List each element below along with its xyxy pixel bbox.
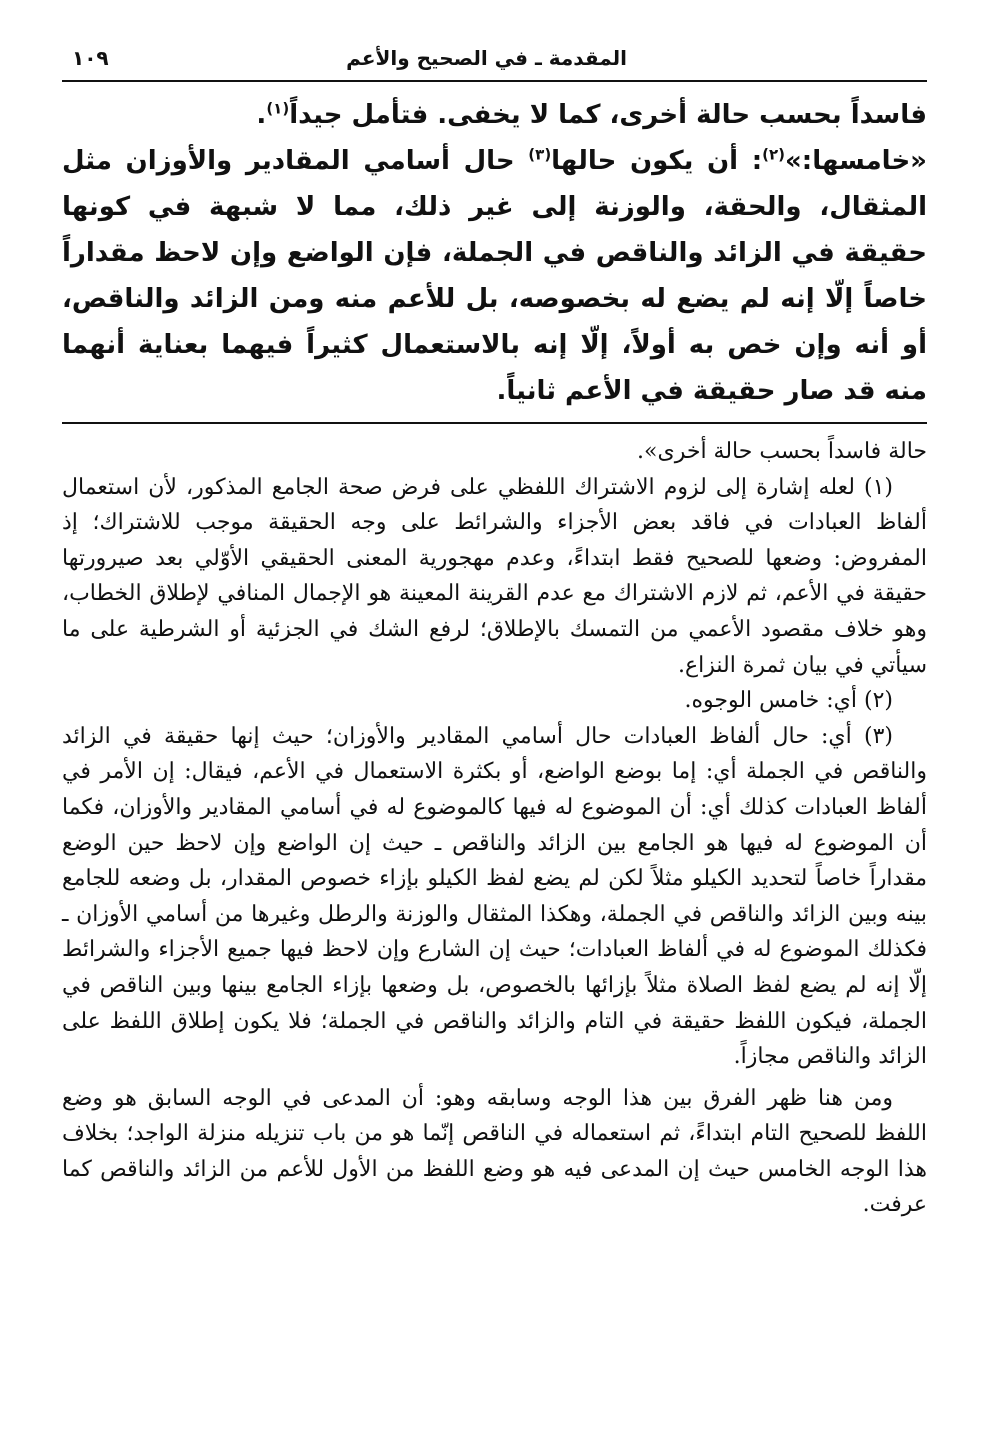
main-text — [62, 82, 927, 424]
main-p2-label: «خامسها:» — [785, 146, 927, 176]
running-header — [62, 40, 927, 82]
footnote-ref-3: (٣) — [528, 145, 552, 164]
page-number: ١٠٩ — [72, 46, 109, 70]
footnote-continuation: حالة فاسداً بحسب حالة أخرى». — [637, 439, 927, 464]
main-p1-end: . — [256, 100, 267, 130]
footnote-3: (٣) أي: حال ألفاظ العبادات حال أسامي المقادير والأوزان؛ حيث إنها حقيقة في الزائد والناقص في الجملة أي: إما بوضع الواضع، أو بكثرة الاستعمال في الأعم، فيقال: إن الأمر في ألفاظ العبادات كذلك أي: أن الموضوع له فيها كالموضوع له في أسامي المقادير والأوزان، فكما أن الموضوع له فيها هو الجامع بين الزائد والناقص ـ حيث إن الواضع وإن لاحظ حين الوضع مقداراً خاصاً لتحديد الكيلو مثلاً لكن لم يضع لفظ الكيلو بإزاء خصوص المقدار، بل وضعه للجامع بينه وبين الزائد والناقص في الجملة، وهكذا المثقال والوزنة والرطل وغيرها من أسامي الأوزان ـ فكذلك الموضوع له في ألفاظ العبادات؛ حيث إن الشارع وإن لاحظ فيها جميع الأجزاء والشرائط إلّا إنه لم يضع لفظ الصلاة مثلاً بإزائها بالخصوص، بل وضعها بإزاء الجامع بينها وبين الناقص في الجملة، فيكون اللفظ حقيقة في التام والزائد والناقص في الجملة؛ فلا يكون إطلاق اللفظ على الزائد والناقص مجازاً. — [62, 723, 927, 1070]
footnote-1: (١) لعله إشارة إلى لزوم الاشتراك اللفظي على فرض صحة الجامع المذكور، لأن استعمال ألفاظ العبادات في فاقد بعض الأجزاء والشرائط على وجه الحقيقة موجب للاشتراك؛ إذ المفروض: وضعها للصحيح فقط ابتداءً، وعدم مهجورية المعنى الحقيقي الأوّلي بعد صيرورتها حقيقة في الأعم، ثم لازم الاشتراك مع عدم القرينة المعينة هو الإجمال المنافي لإطلاق الخطاب، وهو خلاف مقصود الأعمي من التمسك بالإطلاق؛ لرفع الشك في الجزئية أو الشرطية على ما سيأتي في بيان ثمرة النزاع. — [62, 474, 927, 678]
header-title: المقدمة ـ في الصحيح والأعم — [346, 46, 627, 70]
footnote-ref-2: (٢) — [762, 145, 785, 164]
footnote-3-continuation: ومن هنا ظهر الفرق بين هذا الوجه وسابقه وهو: أن المدعى في الوجه السابق هو وضع اللفظ للصحيح التام ابتداءً، ثم استعماله في الناقص إنّما هو من باب تنزيله منزلة الواجد؛ بخلاف هذا الوجه الخامس حيث إن المدعى فيه هو وضع اللفظ من الأول للأعم من الزائد والناقص كما عرفت. — [62, 1085, 927, 1218]
footnotes — [62, 424, 927, 1223]
footnote-2: (٢) أي: خامس الوجوه. — [684, 688, 893, 714]
main-paragraph-2 — [62, 138, 927, 414]
book-page — [62, 40, 927, 1430]
main-paragraph-1 — [62, 92, 927, 138]
main-p2-text-a: : أن يكون حالها — [551, 146, 763, 176]
main-p1-text: فاسداً بحسب حالة أخرى، كما لا يخفى. فتأمل جيداً — [289, 100, 927, 130]
main-p2-text-b: حال أسامي المقادير والأوزان مثل المثقال، والحقة، والوزنة إلى غير ذلك، مما لا شبهة في كونها حقيقة في الزائد والناقص في الجملة، فإن الواضع وإن لاحظ مقداراً خاصاً إلّا إنه لم يضع له بخصوصه، بل للأعم منه ومن الزائد والناقص، أو أنه وإن خص به أولاً، إلّا إنه بالاستعمال كثيراً فيهما بعناية أنهما منه قد صار حقيقة في الأعم ثانياً. — [62, 146, 927, 406]
footnote-ref-1: (١) — [266, 99, 290, 118]
